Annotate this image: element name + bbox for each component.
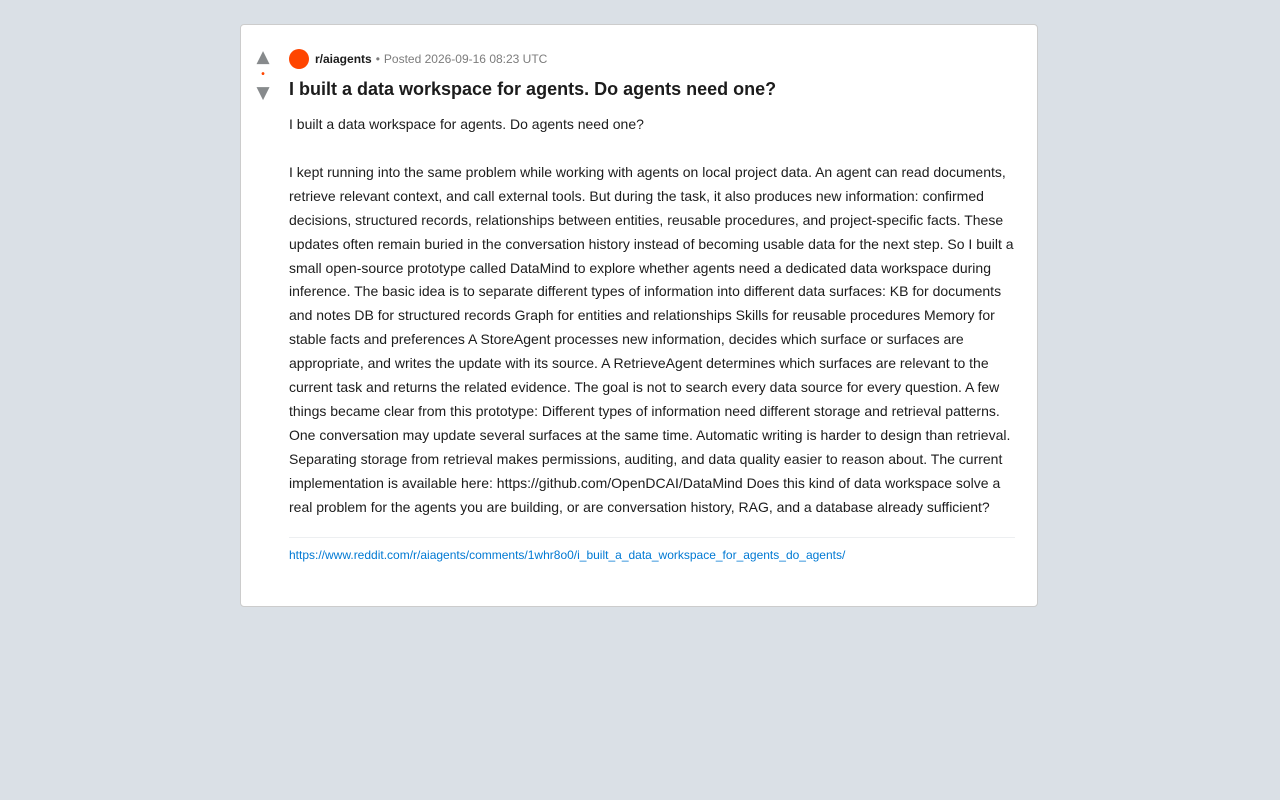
post-body-paragraph: I built a data workspace for agents. Do agents need one? [289, 116, 644, 132]
post-footer [289, 537, 1015, 563]
post-title[interactable]: I built a data workspace for agents. Do agents need one? [289, 79, 777, 99]
upvote-button[interactable]: ▲ [256, 47, 270, 67]
post-card [240, 24, 1038, 607]
post-content [289, 49, 1015, 563]
vote-column [241, 47, 285, 103]
vote-score: • [261, 69, 265, 80]
post-body [289, 113, 1015, 520]
post-meta [289, 49, 1015, 69]
downvote-button[interactable]: ▼ [256, 83, 270, 103]
meta-separator: • [375, 52, 380, 66]
subreddit-icon[interactable] [289, 49, 309, 69]
post-body-paragraph: I kept running into the same problem while working with agents on local project data. An agent can read documents, retrieve relevant context, and call external tools. But during the task, it also produces new information: confirmed decisions, structured records, relationships between entities, reusable procedures, and project-specific facts. These updates often remain buried in the conversation history instead of becoming usable data for the next step. So I built a small open-source prototype called DataMind to explore whether agents need a dedicated data workspace during inference. The basic idea is to separate different types of information into different data surfaces: KB for documents and notes DB for structured records Graph for entities and relationships Skills for reusable procedures Memory for stable facts and preferences A StoreAgent processes new information, decides which surface or surfaces are appropriate, and writes the update with its source. A RetrieveAgent determines which surfaces are relevant to the current task and returns the related evidence. The goal is not to search every data source for every question. A few things became clear from this prototype: Different types of information need different storage and retrieval patterns. One conversation may update several surfaces at the same time. Automatic writing is harder to design than retrieval. Separating storage from retrieval makes permissions, auditing, and data quality easier to reason about. The current implementation is available here: https://github.com/OpenDCAI/DataMind Does this kind of data workspace solve a real problem for the agents you are building, or are conversation history, RAG, and a database already sufficient? [289, 163, 1014, 515]
post-timestamp: Posted 2026-09-16 08:23 UTC [383, 52, 548, 66]
subreddit-link[interactable]: r/aiagents [315, 52, 372, 66]
post-permalink[interactable]: https://www.reddit.com/r/aiagents/comments/1whr8o0/i_built_a_data_workspace_for_agents_do_agents/ [289, 547, 846, 562]
